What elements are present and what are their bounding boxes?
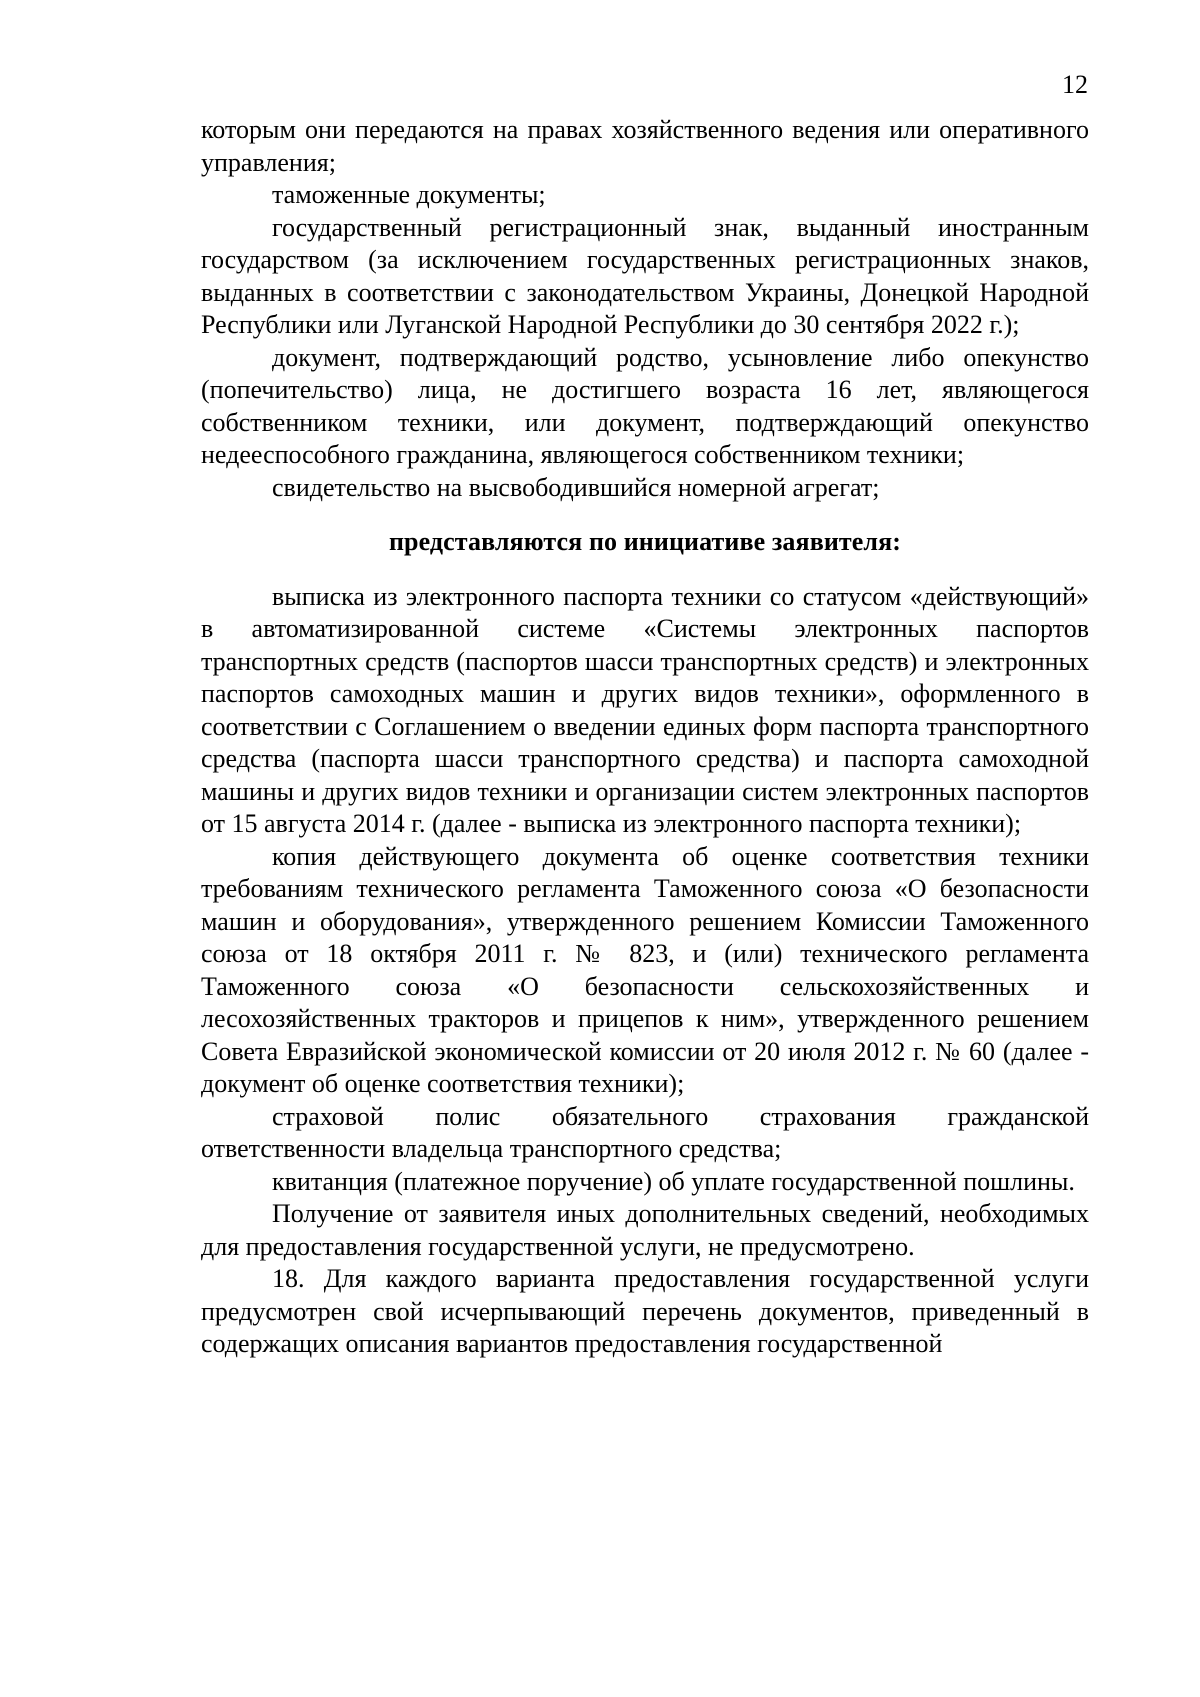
paragraph-additional-info: Получение от заявителя иных дополнительных сведений, необходимых для предоставления государственной услуги, не предусмотрено. bbox=[201, 1199, 1089, 1261]
paragraph-kinship-document: документ, подтверждающий родство, усыновление либо опекунство (попечительство) лица, не достигшего возраста 16 лет, являющегося собственником техники, или документ, подтверждающий опекунство недееспособного гражданина, являющегося собственником техники; bbox=[201, 342, 1089, 469]
paragraph-continuation: которым они передаются на правах хозяйственного ведения или оперативного управления; bbox=[201, 115, 1089, 177]
paragraph-unit-certificate: свидетельство на высвободившийся номерной агрегат; bbox=[272, 472, 880, 502]
paragraph-item-18: 18. Для каждого варианта предоставления государственной услуги предусмотрен свой исчерпывающий перечень документов, приведенный в содержащих описания вариантов предоставления государственной bbox=[201, 1264, 1089, 1358]
paragraph-passport-extract: выписка из электронного паспорта техники со статусом «действующий» в автоматизированной системе «Системы электронных паспортов транспортных средств (паспортов шасси транспортных средств) и электронных паспортов самоходных машин и других видов техники», оформленного в соответствии с Соглашением о введении единых форм паспорта транспортного средства (паспорта шасси транспортного средства) и паспорта самоходной машины и других видов техники и организации систем электронных паспортов от 15 августа 2014 г. (далее - выписка из электронного паспорта техники); bbox=[201, 581, 1089, 838]
paragraph-registration-plate: государственный регистрационный знак, выданный иностранным государством (за исключением государственных регистрационных знаков, выданных в соответствии с законодательством Украины, Донецкой Народной Республики или Луганской Народной Республики до 30 сентября 2022 г.); bbox=[201, 212, 1089, 339]
paragraph-insurance-policy: страховой полис обязательного страхования гражданской ответственности владельца транспортного средства; bbox=[201, 1101, 1089, 1163]
document-body bbox=[201, 114, 1089, 1361]
paragraph-conformity-document: копия действующего документа об оценке соответствия техники требованиям технического регламента Таможенного союза «О безопасности машин и оборудования», утвержденного решением Комиссии Таможенного союза от 18 октября 2011 г. № 823, и (или) технического регламента Таможенного союза «О безопасности сельскохозяйственных и лесохозяйственных тракторов и прицепов к ним», утвержденного решением Совета Евразийской экономической комиссии от 20 июля 2012 г. № 60 (далее - документ об оценке соответствия техники); bbox=[201, 841, 1089, 1098]
paragraph-customs-documents: таможенные документы; bbox=[272, 180, 546, 209]
paragraph-state-fee-receipt: квитанция (платежное поручение) об уплате государственной пошлины. bbox=[272, 1166, 1075, 1196]
section-heading: представляются по инициативе заявителя: bbox=[388, 527, 902, 556]
page-number: 12 bbox=[1062, 70, 1088, 99]
